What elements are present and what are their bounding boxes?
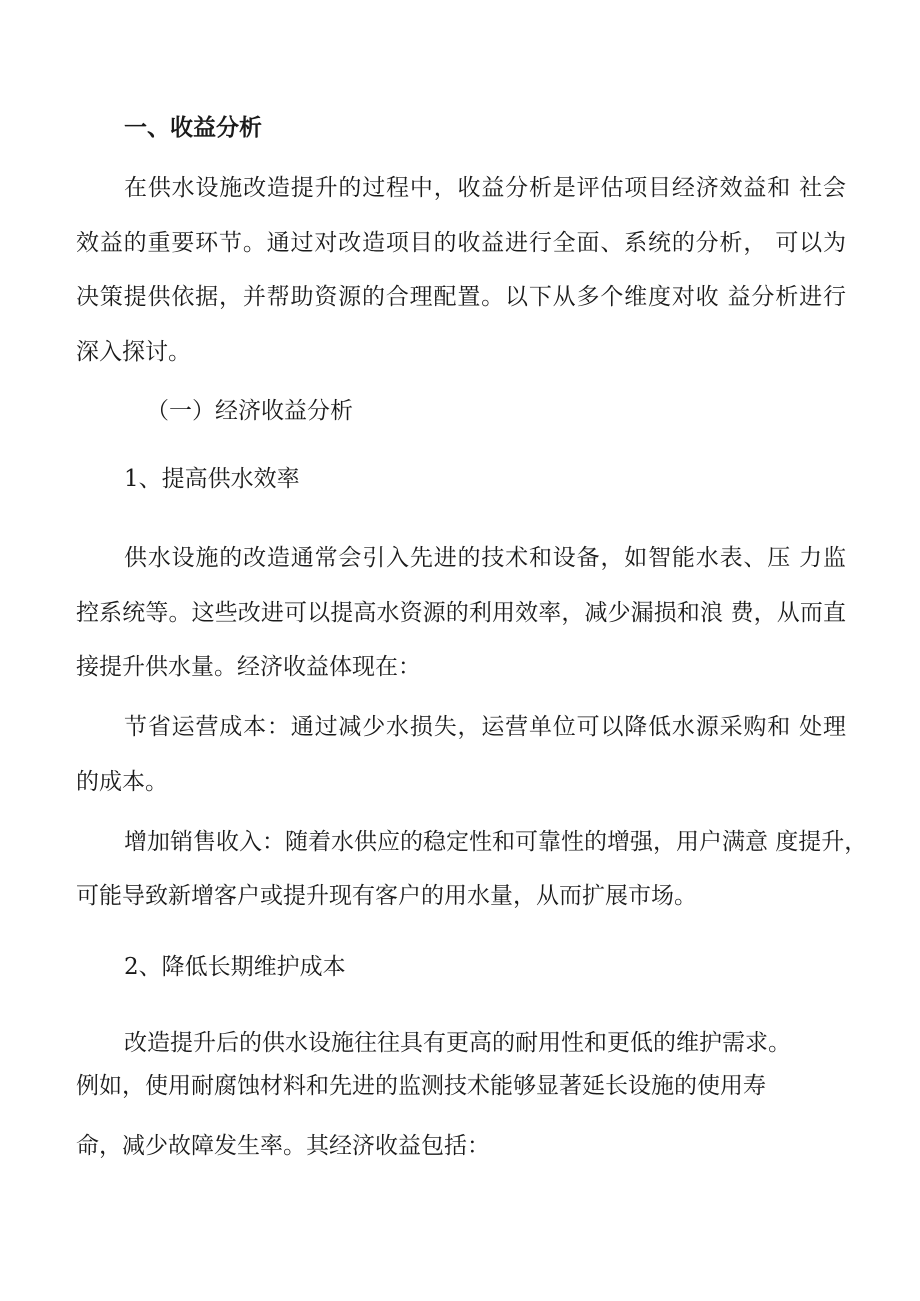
intro-line-3: 决策提供依据，并帮助资源的合理配置。以下从多个维度对收 益分析进行	[76, 284, 846, 310]
cost-saving-line-2: 的成本。	[76, 769, 168, 795]
item-heading-maintenance: 2、降低长期维护成本	[124, 954, 346, 980]
efficiency-line-3: 接提升供水量。经济收益体现在：	[76, 654, 421, 680]
cost-saving-line-1: 节省运营成本：通过减少水损失，运营单位可以降低水源采购和 处理	[124, 714, 846, 740]
sales-revenue-line-1: 增加销售收入：随着水供应的稳定性和可靠性的增强，用户满意 度提升，	[124, 829, 868, 855]
intro-line-4: 深入探讨。	[76, 339, 191, 365]
efficiency-line-2: 控系统等。这些改进可以提高水资源的利用效率，减少漏损和浪 费，从而直	[76, 600, 846, 626]
sales-revenue-line-2: 可能导致新增客户或提升现有客户的用水量，从而扩展市场。	[76, 883, 697, 909]
maintenance-line-3: 命，减少故障发生率。其经济收益包括：	[76, 1133, 490, 1159]
item-heading-efficiency: 1、提高供水效率	[124, 466, 300, 492]
efficiency-line-1: 供水设施的改造通常会引入先进的技术和设备，如智能水表、压 力监	[124, 545, 846, 571]
subsection-heading-economic: （一）经济收益分析	[146, 398, 353, 424]
intro-line-1: 在供水设施改造提升的过程中，收益分析是评估项目经济效益和 社会	[124, 175, 846, 201]
intro-line-2: 效益的重要环节。通过对改造项目的收益进行全面、系统的分析， 可以为	[76, 230, 846, 256]
maintenance-line-1: 改造提升后的供水设施往往具有更高的耐用性和更低的维护需求。	[124, 1030, 791, 1056]
section-heading-revenue-analysis: 一、收益分析	[124, 114, 262, 141]
maintenance-line-2: 例如，使用耐腐蚀材料和先进的监测技术能够显著延长设施的使用寿	[76, 1073, 766, 1099]
